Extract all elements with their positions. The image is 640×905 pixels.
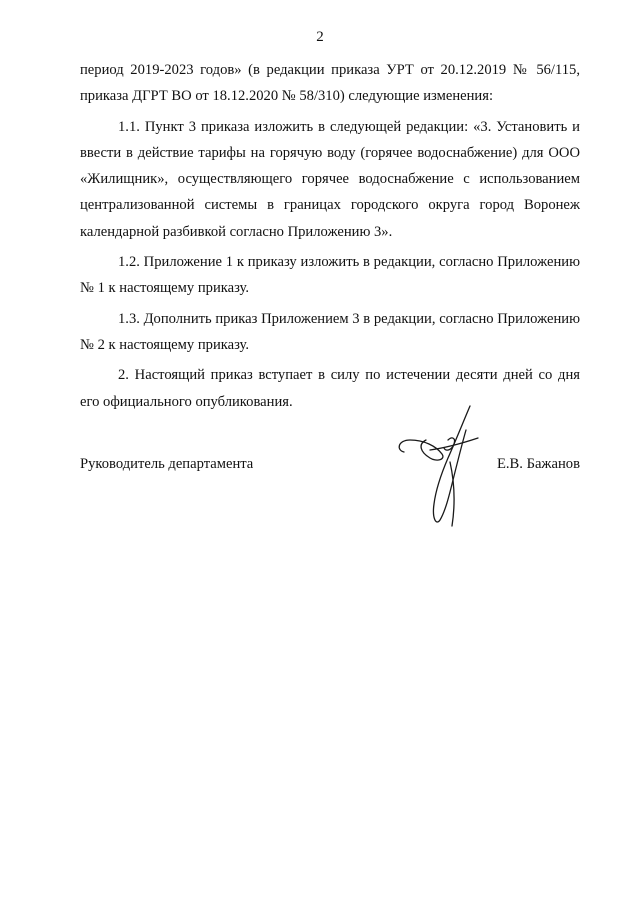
signatory-title: Руководитель департамента bbox=[80, 456, 254, 472]
paragraph-intro: период 2019-2023 годов» (в редакции приказа УРТ от 20.12.2019 № 56/115, приказа ДГРТ ВО от 18.12.2020 № 58/310) следующие изменения: bbox=[80, 62, 580, 105]
paragraph-1-3: 1.3. Дополнить приказ Приложением 3 в редакции, согласно Приложению № 2 к настоящему приказу. bbox=[80, 310, 580, 353]
handwritten-signature bbox=[390, 400, 500, 535]
paragraph-1-1: 1.1. Пункт 3 приказа изложить в следующей редакции: «3. Установить и ввести в действие тарифы на горячую воду (горячее водоснабжение) для ООО «Жилищник», осуществляющего горячее водоснабжение с использованием централизованной системы в границах городского округа город Воронеж календарной разбивкой согласно Приложению 3». bbox=[80, 118, 580, 240]
signatory-name: Е.В. Бажанов bbox=[496, 456, 580, 472]
paragraph-1-2: 1.2. Приложение 1 к приказу изложить в редакции, согласно Приложению № 1 к настоящему приказу. bbox=[80, 254, 580, 297]
paragraph-2: 2. Настоящий приказ вступает в силу по истечении десяти дней со дня его официального опубликования. bbox=[80, 367, 580, 410]
signature-block bbox=[80, 456, 580, 480]
page-number: 2 bbox=[316, 29, 324, 45]
document-body bbox=[80, 57, 580, 419]
